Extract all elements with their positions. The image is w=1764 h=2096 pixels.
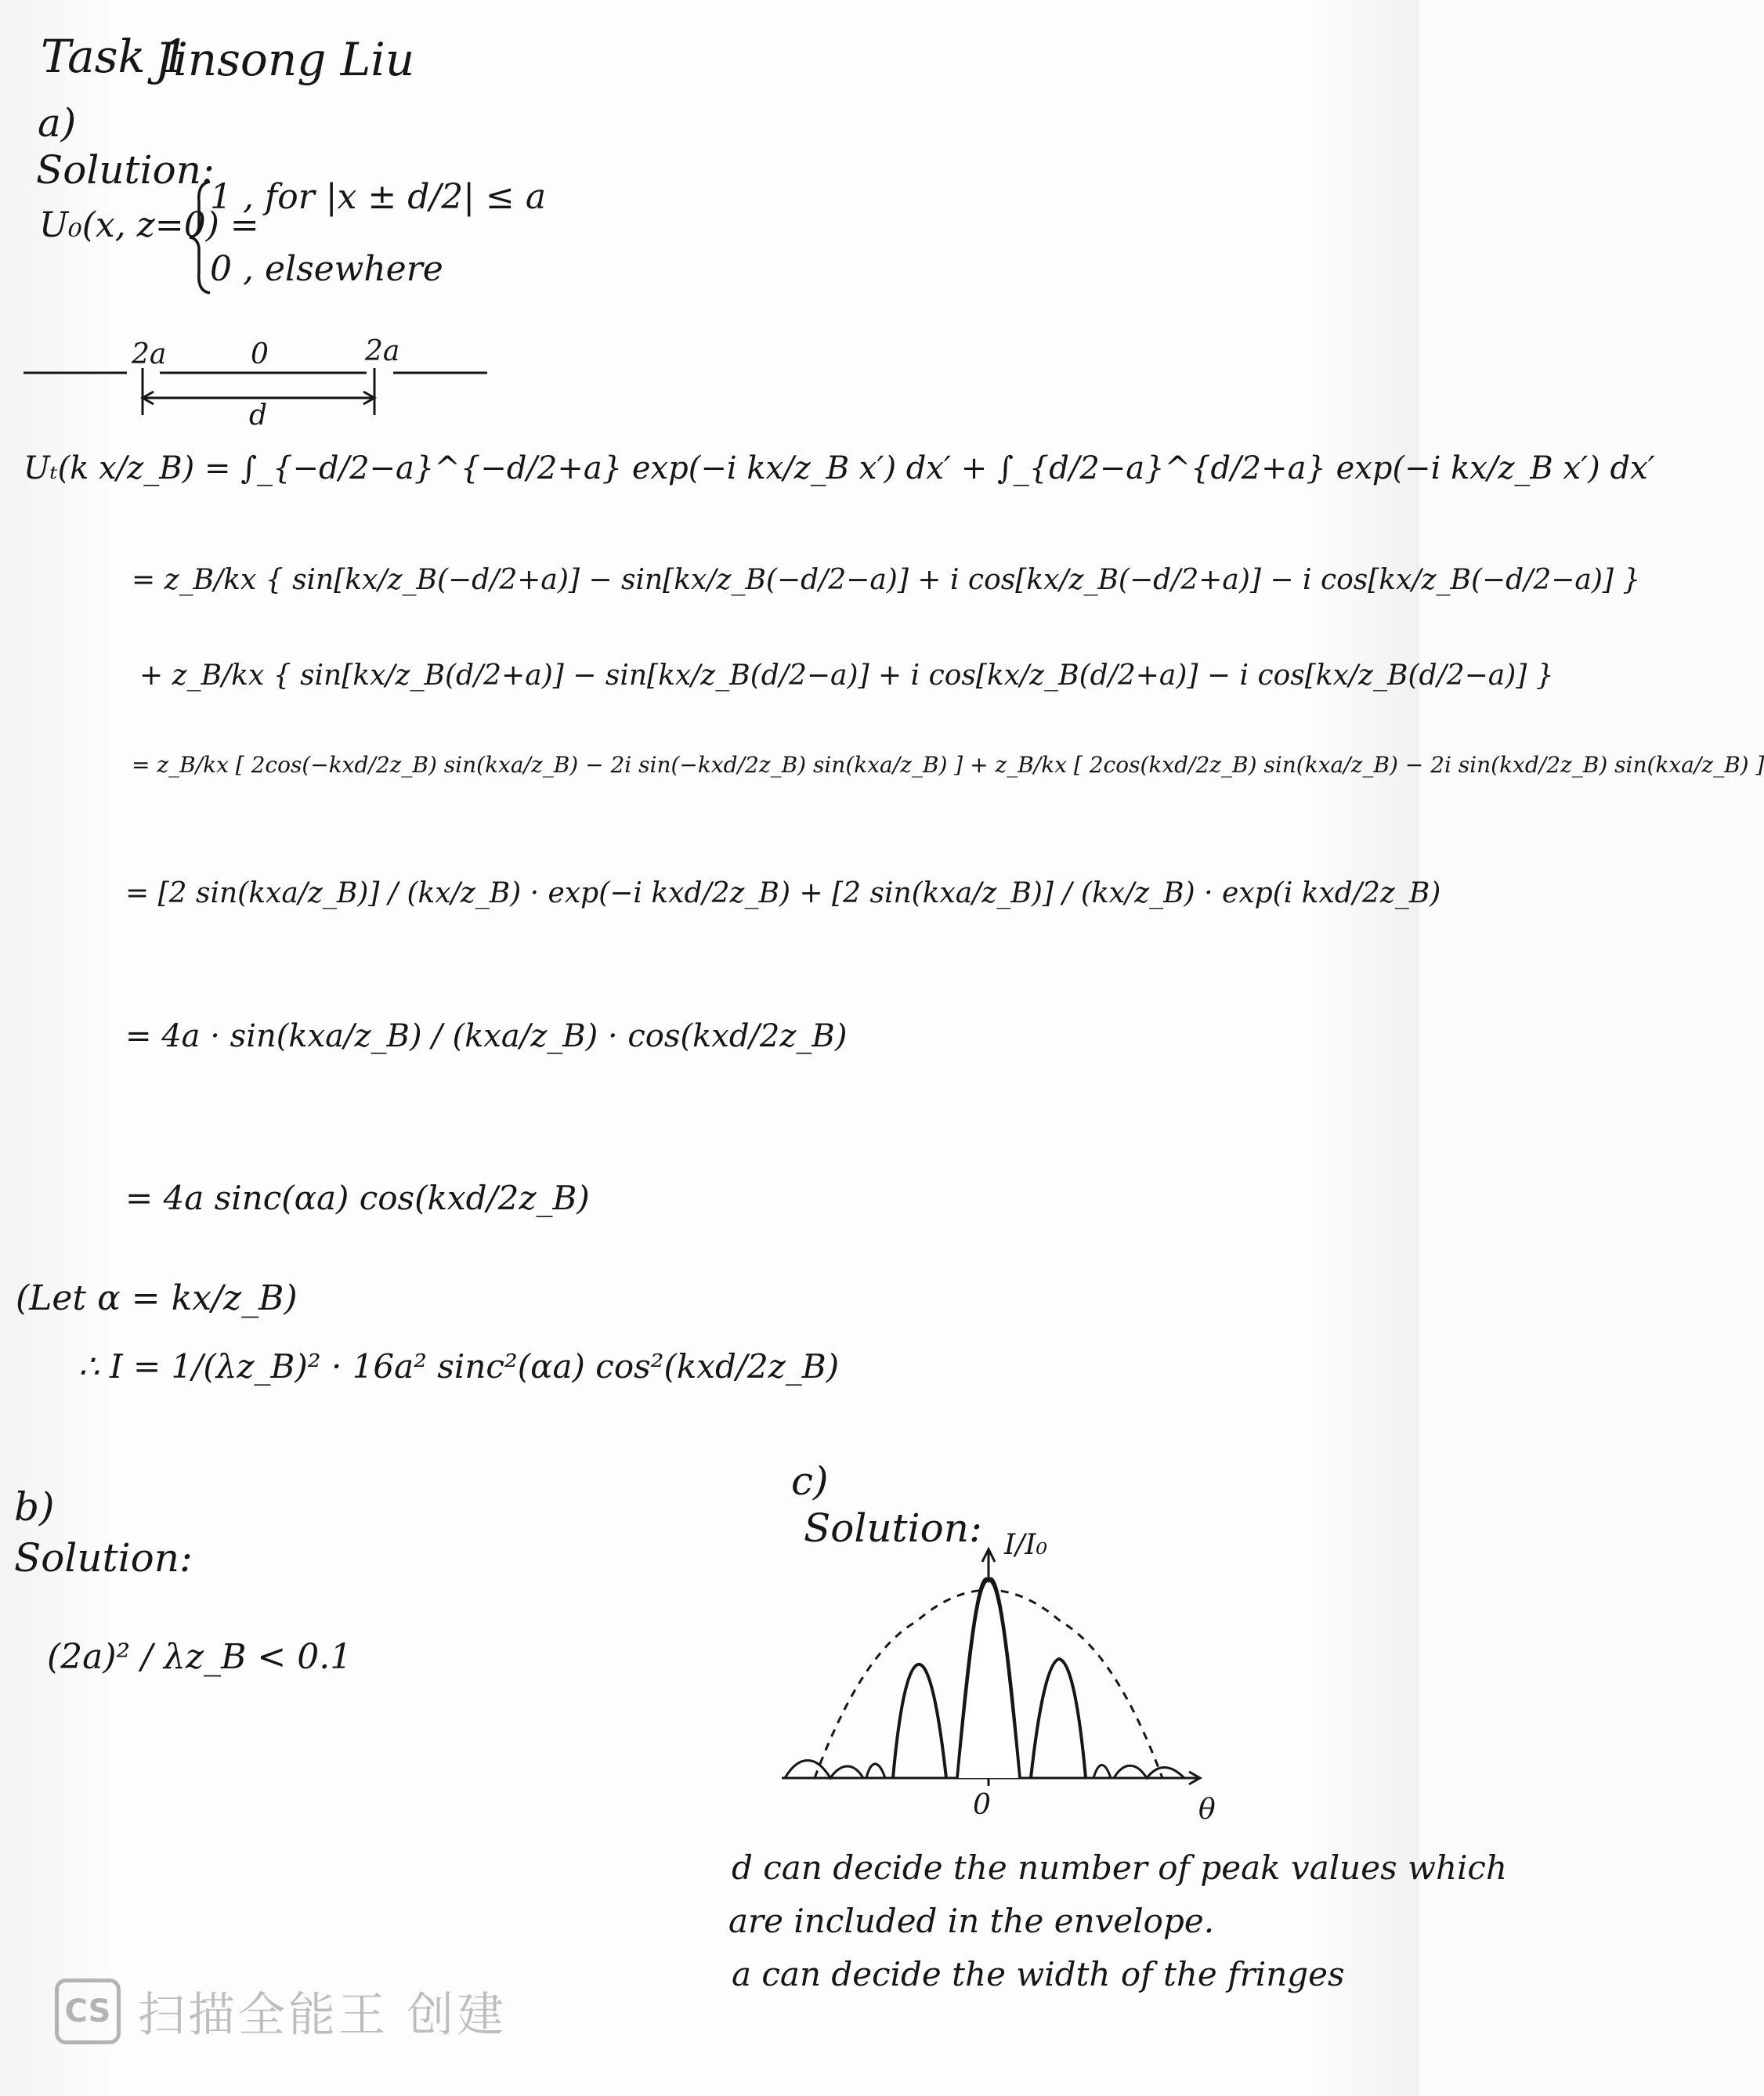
part-c-label: c)	[791, 1458, 829, 1504]
derivation-line-3: + z_B/kx { sin[kx/z_B(d/2+a)] − sin[kx/z_B(d/2−a)] + i cos[kx/z_B(d/2+a)] − i cos[kx/z_B(d/2−a)] }	[139, 660, 1554, 692]
part-a-solution-label: Solution:	[36, 147, 215, 193]
side-fringe-right	[1031, 1659, 1086, 1778]
derivation-line-7: = 4a sinc(αa) cos(kxd/2z_B)	[125, 1179, 590, 1217]
aperture-field-lhs: U₀(x, z=0) =	[39, 205, 259, 245]
side-fringe-left	[893, 1664, 946, 1778]
part-a-label: a)	[38, 100, 77, 146]
slit-label-d: d	[249, 399, 268, 432]
slit-label-left: 2a	[132, 338, 167, 370]
conclusion-note-1: d can decide the number of peak values which	[732, 1848, 1507, 1887]
part-b-label: b)	[14, 1484, 55, 1530]
small-lobes-left	[785, 1761, 863, 1779]
small-lobes-right	[1114, 1765, 1184, 1778]
scanner-watermark	[55, 1978, 507, 2045]
derivation-line-5: = [2 sin(kxa/z_B)] / (kx/z_B) · exp(−i kxd/2z_B) + [2 sin(kxa/z_B)] / (kx/z_B) · exp(i kxd/2z_B)	[125, 877, 1441, 909]
slit-label-center: 0	[251, 338, 269, 370]
slit-label-right: 2a	[365, 335, 400, 367]
derivation-line-1: Uₜ(k x/z_B) = ∫_{−d/2−a}^{−d/2+a} exp(−i kx/z_B x′) dx′ + ∫_{d/2−a}^{d/2+a} exp(−i kx/z_B x′) dx′	[23, 450, 1655, 486]
intensity-result: ∴ I = 1/(λz_B)² · 16a² sinc²(αa) cos²(kxd/2z_B)	[78, 1347, 840, 1386]
piecewise-case-1: 1 , for |x ± d/2| ≤ a	[210, 177, 547, 217]
conclusion-note-3: a can decide the width of the fringes	[732, 1955, 1345, 1993]
interference-pattern-sketch	[775, 1535, 1214, 1817]
derivation-line-2: = z_B/kx { sin[kx/z_B(−d/2+a)] − sin[kx/z_B(−d/2−a)] + i cos[kx/z_B(−d/2+a)] − i cos[kx/z_B(−d/2−a)] }	[132, 564, 1641, 596]
derivation-line-4: = z_B/kx [ 2cos(−kxd/2z_B) sin(kxa/z_B) − 2i sin(−kxd/2z_B) sin(kxa/z_B) ] + z_B/kx [ 2cos(kxd/2z_B) sin(kxa/z_B) − 2i sin(kxd/2z_B) sin(kxa/z_B) ]	[132, 752, 1764, 778]
part-b-solution-label: Solution:	[14, 1535, 193, 1581]
watermark-logo: CS	[55, 1979, 121, 2044]
origin-label: 0	[973, 1789, 991, 1821]
x-axis-label: θ	[1198, 1794, 1216, 1826]
piecewise-case-2: 0 , elsewhere	[210, 249, 443, 289]
derivation-line-6: = 4a · sin(kxa/z_B) / (kxa/z_B) · cos(kxd/2z_B)	[125, 1018, 848, 1054]
part-c-solution-label: Solution:	[804, 1505, 982, 1551]
substitution-note: (Let α = kx/z_B)	[16, 1278, 298, 1318]
y-axis-label: I/I₀	[1004, 1529, 1048, 1561]
author-name: Jinsong Liu	[155, 33, 415, 86]
conclusion-note-2: are included in the envelope.	[728, 1902, 1215, 1940]
fraunhofer-condition: (2a)² / λz_B < 0.1	[47, 1637, 352, 1677]
watermark-text: 扫描全能王 创建	[138, 1988, 508, 2043]
task-title: Task 1	[41, 30, 190, 83]
